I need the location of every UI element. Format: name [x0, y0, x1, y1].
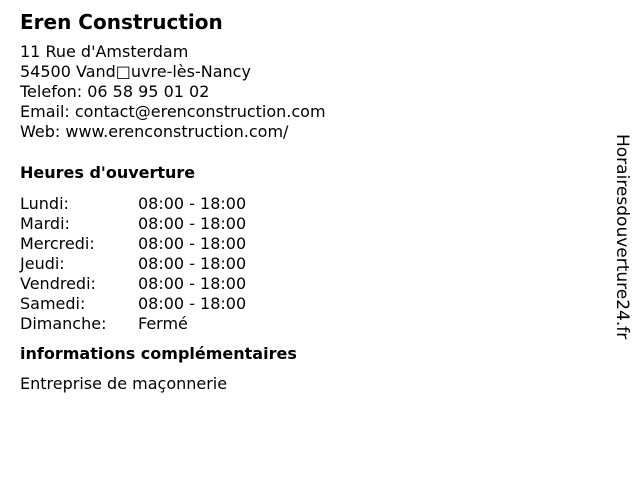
hours-row-wednesday [20, 234, 600, 254]
address-street: 11 Rue d'Amsterdam [20, 42, 189, 61]
hours-row-tuesday [20, 214, 600, 234]
time-value: 08:00 - 18:00 [138, 194, 247, 213]
watermark-label: Horairesdouverture24.fr [612, 134, 632, 340]
time-value: 08:00 - 18:00 [138, 294, 247, 313]
time-value: 08:00 - 18:00 [138, 214, 247, 233]
time-value: 08:00 - 18:00 [138, 274, 247, 293]
opening-hours-heading: Heures d'ouverture [20, 163, 196, 182]
address-city: 54500 Vand□uvre-lès-Nancy [20, 62, 251, 81]
day-label: Mardi: [20, 214, 70, 233]
business-card [20, 10, 600, 394]
time-value: Fermé [138, 314, 188, 333]
hours-row-sunday [20, 314, 600, 334]
day-label: Vendredi: [20, 274, 96, 293]
hours-row-thursday [20, 254, 600, 274]
phone-line: Telefon: 06 58 95 01 02 [20, 82, 210, 101]
time-value: 08:00 - 18:00 [138, 254, 247, 273]
day-label: Samedi: [20, 294, 86, 313]
day-label: Dimanche: [20, 314, 107, 333]
hours-row-friday [20, 274, 600, 294]
day-label: Mercredi: [20, 234, 95, 253]
email-line: Email: contact@erenconstruction.com [20, 102, 326, 121]
additional-info-heading: informations complémentaires [20, 344, 297, 363]
day-label: Lundi: [20, 194, 69, 213]
hours-row-monday [20, 194, 600, 214]
contact-block [20, 42, 600, 142]
day-label: Jeudi: [20, 254, 65, 273]
web-line: Web: www.erenconstruction.com/ [20, 122, 289, 141]
business-name: Eren Construction [20, 10, 223, 34]
opening-hours-table [20, 194, 600, 334]
additional-info-text: Entreprise de maçonnerie [20, 374, 228, 393]
time-value: 08:00 - 18:00 [138, 234, 247, 253]
hours-row-saturday [20, 294, 600, 314]
